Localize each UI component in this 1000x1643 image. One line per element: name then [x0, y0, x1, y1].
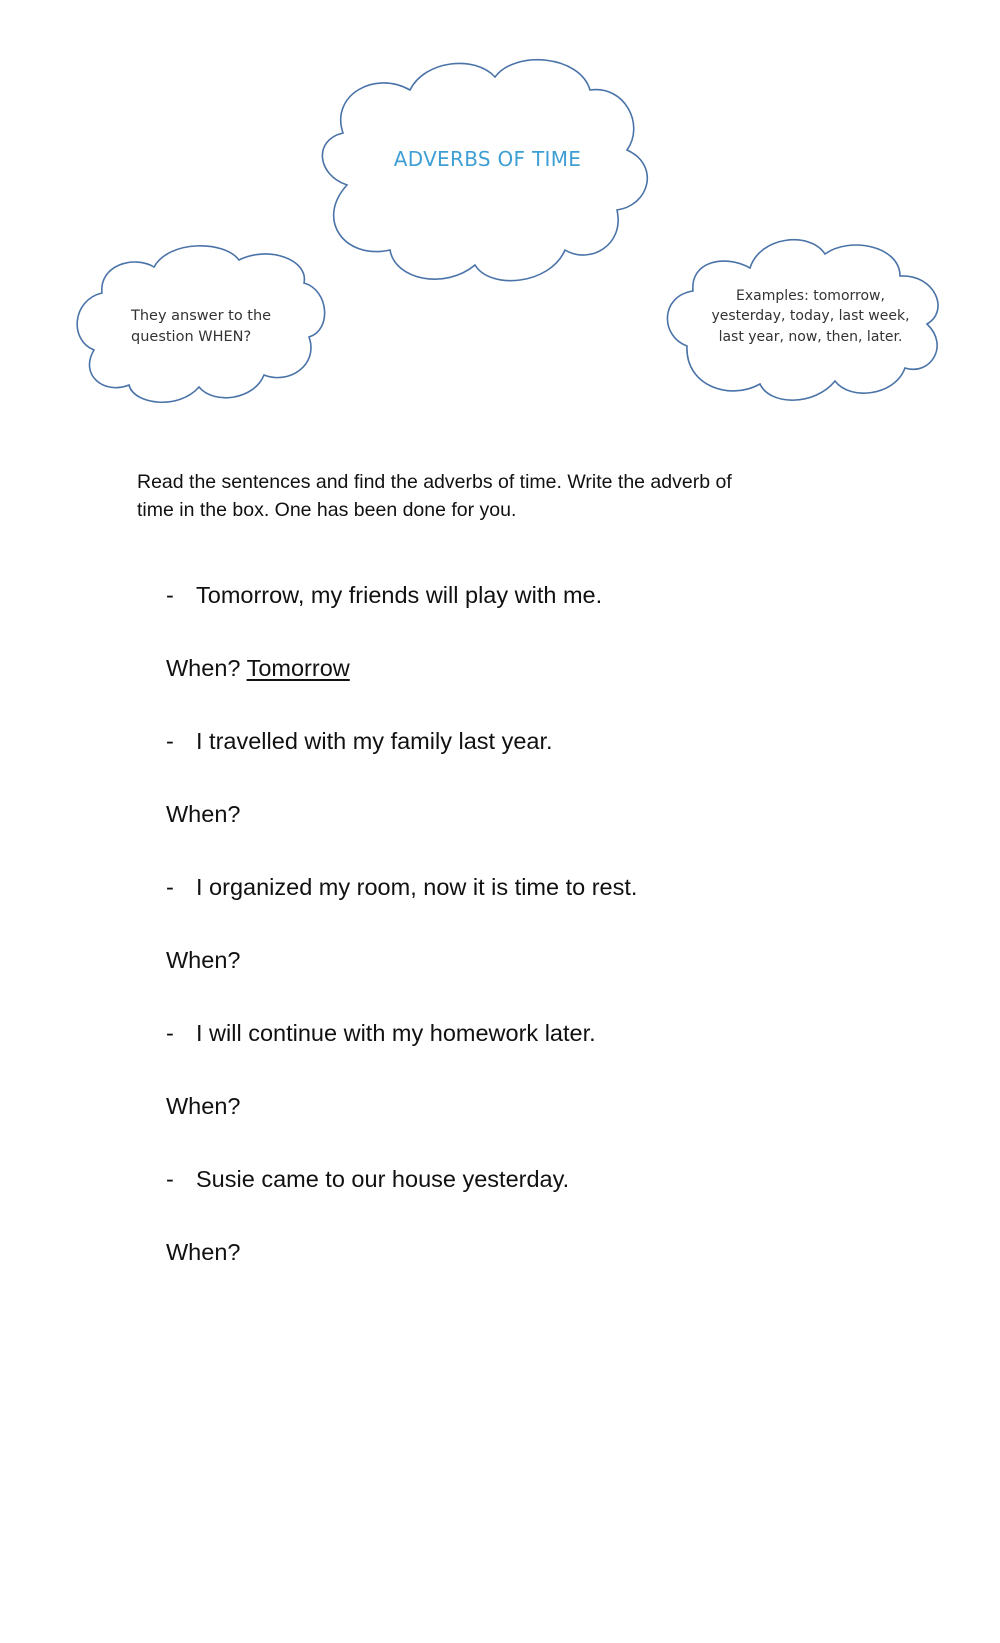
when-label: When?: [166, 947, 241, 973]
instructions-line-1: Read the sentences and find the adverbs of time. Write the adverb of: [137, 471, 732, 493]
when-label: When?: [166, 655, 241, 681]
when-line-1: [166, 653, 946, 683]
when-label: When?: [166, 1239, 241, 1265]
sentence-text: Susie came to our house yesterday.: [196, 1166, 570, 1192]
instructions: [137, 468, 857, 524]
exercise-list: [166, 580, 946, 1310]
worksheet-title: ADVERBS OF TIME: [393, 147, 582, 171]
when-label: When?: [166, 801, 241, 827]
cloud-shape: [315, 55, 660, 290]
sentence-5: [166, 1164, 946, 1194]
bullet-dash: -: [166, 874, 174, 900]
sentence-1: [166, 580, 946, 610]
sentence-text: I organized my room, now it is time to rest.: [196, 874, 638, 900]
bullet-dash: -: [166, 1020, 174, 1046]
examples-cloud: [665, 236, 950, 411]
sentence-4: [166, 1018, 946, 1048]
when-line-5: [166, 1237, 946, 1267]
definition-line-2: question WHEN?: [131, 329, 252, 346]
sentence-text: Tomorrow, my friends will play with me.: [196, 582, 603, 608]
definition-line-1: They answer to the: [131, 308, 272, 324]
definition-text: [131, 306, 301, 348]
when-label: When?: [166, 1093, 241, 1119]
instructions-line-2: time in the box. One has been done for you.: [137, 499, 517, 521]
bullet-dash: -: [166, 582, 174, 608]
sentence-text: I travelled with my family last year.: [196, 728, 553, 754]
when-line-3: [166, 945, 946, 975]
sentence-2: [166, 726, 946, 756]
definition-cloud: [74, 245, 332, 420]
sentence-text: I will continue with my homework later.: [196, 1020, 596, 1046]
examples-text: [693, 286, 928, 347]
bullet-dash: -: [166, 728, 174, 754]
answer-box[interactable]: Tomorrow: [246, 655, 350, 681]
when-line-4: [166, 1091, 946, 1121]
when-line-2: [166, 799, 946, 829]
sentence-3: [166, 872, 946, 902]
title-cloud: [315, 55, 660, 290]
bullet-dash: -: [166, 1166, 174, 1192]
examples-line-1: Examples: tomorrow,: [736, 288, 885, 304]
examples-line-3: last year, now, then, later.: [718, 328, 903, 345]
examples-line-2: yesterday, today, last week,: [711, 308, 910, 325]
